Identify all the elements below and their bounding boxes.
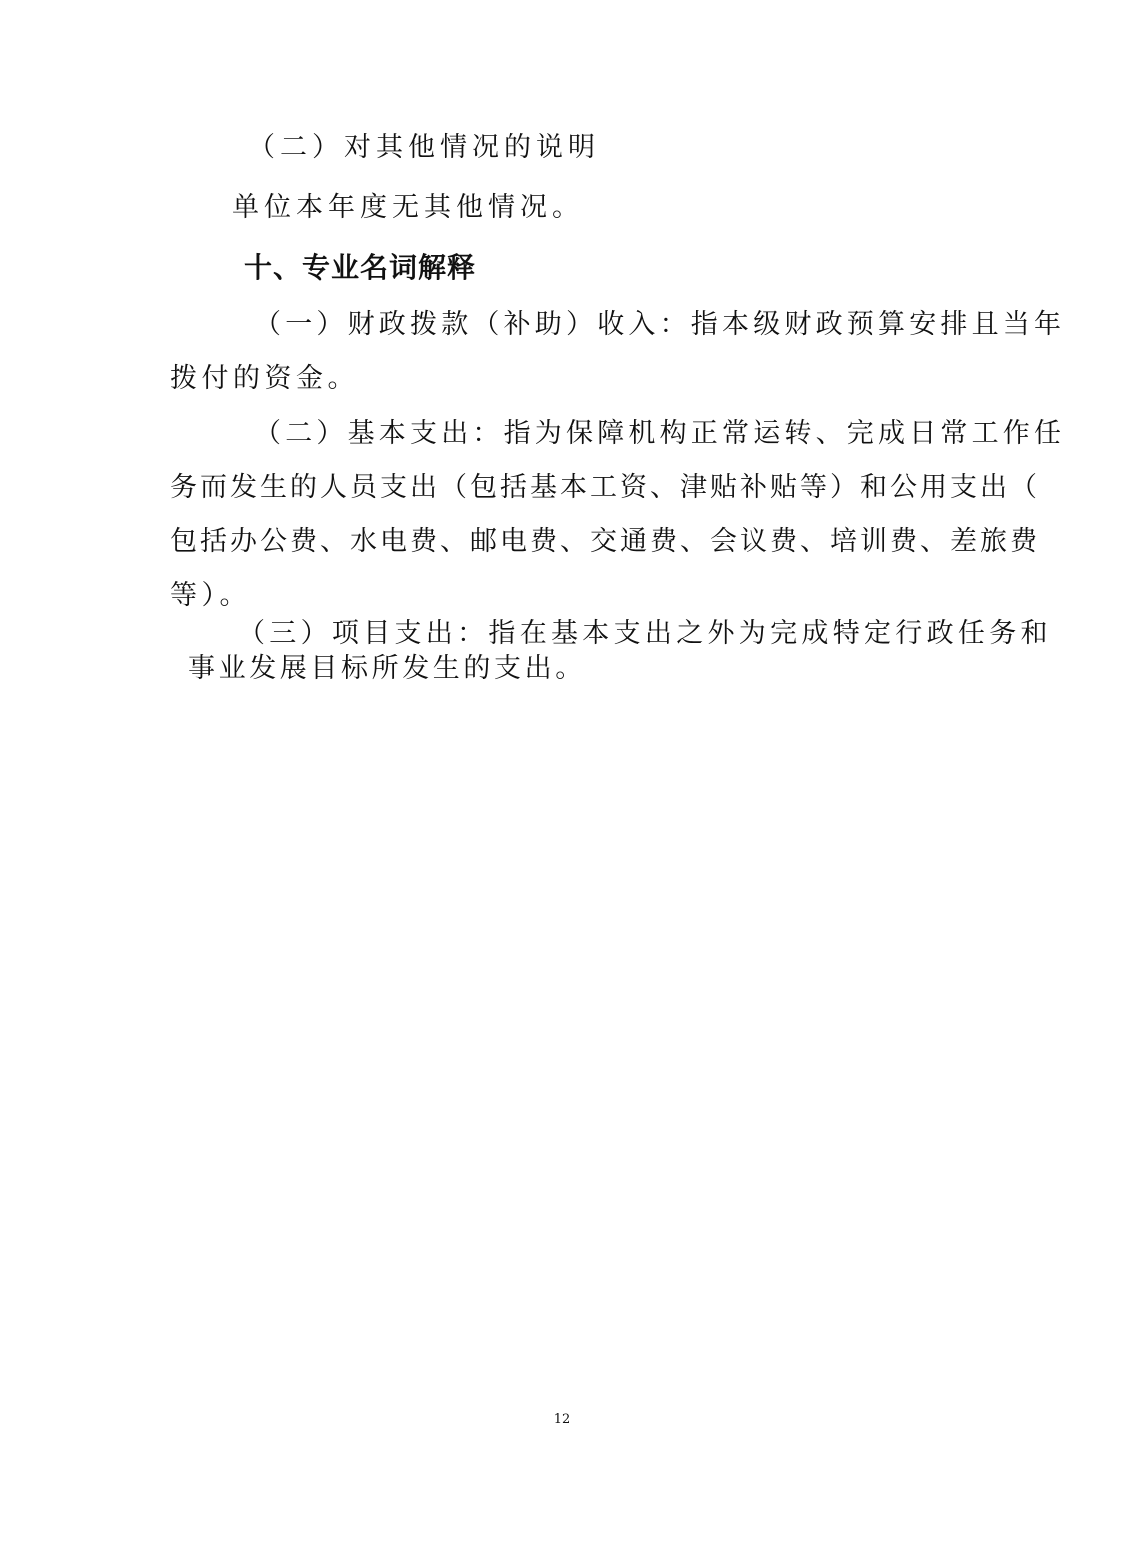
glossary-item-2-line-4: 等）。 (170, 580, 251, 611)
paragraph-no-other-situations: 单位本年度无其他情况。 (232, 192, 584, 223)
glossary-item-3-line-1: （三）项目支出：指在基本支出之外为完成特定行政任务和 (238, 618, 1052, 649)
glossary-item-2-line-2: 务而发生的人员支出（包括基本工资、津贴补贴等）和公用支出（ (170, 472, 1040, 503)
page-number: 12 (553, 1412, 571, 1427)
glossary-item-2-line-3: 包括办公费、水电费、邮电费、交通费、会议费、培训费、差旅费 (170, 526, 1040, 557)
subheading-other-situations: （二）对其他情况的说明 (248, 132, 600, 163)
glossary-item-2-line-1: （二）基本支出：指为保障机构正常运转、完成日常工作任 (254, 418, 1066, 449)
glossary-item-3-line-2: 事业发展目标所发生的支出。 (188, 653, 586, 684)
glossary-item-1-line-2: 拨付的资金。 (170, 363, 359, 394)
glossary-item-1-line-1: （一）财政拨款（补助）收入：指本级财政预算安排且当年 (254, 309, 1066, 340)
section-heading-glossary: 十、专业名词解释 (244, 251, 477, 284)
